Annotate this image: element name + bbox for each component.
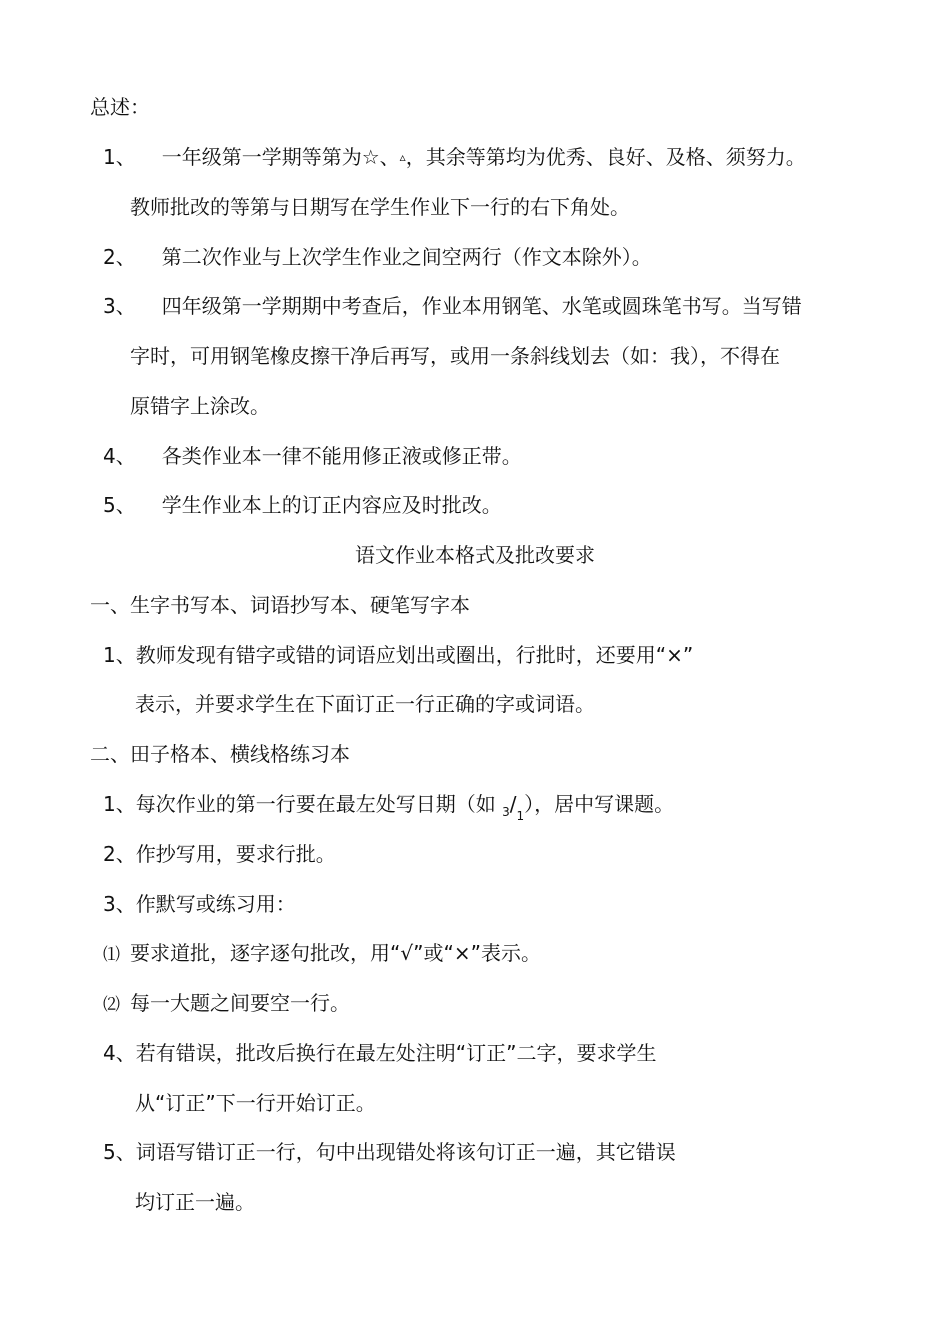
item-text: 第二次作业与上次学生作业之间空两行（作文本除外）。 [161,245,652,269]
separator: 、 [379,145,400,169]
section-2-sub-2 [103,989,350,1019]
overview-item-4 [103,442,522,470]
sub-text: 每一大题之间要空一行。 [130,991,350,1015]
item-number: 4、 [103,444,136,468]
section-2-item-4: 4、若有错误，批改后换行在最左处注明“订正”二字，要求学生 [103,1041,657,1065]
overview-item-3 [103,292,802,320]
item-text: 四年级第一学期期中考查后，作业本用钢笔、水笔或圆珠笔书写。当写错 [161,294,802,318]
overview-item-2 [103,243,652,271]
date-denominator: 1 [516,809,525,823]
section-2-item-5-cont: 均订正一遍。 [135,1190,255,1214]
overview-item-1-cont: 教师批改的等第与日期写在学生作业下一行的右下角处。 [130,195,630,219]
item-number: 2、 [103,245,136,269]
section-2-heading: 二、田子格本、横线格练习本 [90,742,350,766]
item-text: 一年级第一学期等第为 [161,145,362,169]
star-symbol: ☆ [361,145,380,169]
section-title: 语文作业本格式及批改要求 [355,543,595,567]
section-2-item-1 [103,790,674,821]
overview-item-5 [103,491,502,519]
triangle-symbol: ▵ [399,150,406,164]
item-number: 5、 [103,493,136,517]
item-text: ），居中写课题。 [524,792,675,816]
section-2-item-4-cont: 从“订正”下一行开始订正。 [135,1091,376,1115]
sub-text: 要求道批，逐字逐句批改，用“√”或“×”表示。 [130,941,541,965]
section-1-item-1-cont: 表示，并要求学生在下面订正一行正确的字或词语。 [135,692,595,716]
sub-number: ⑵ [103,995,120,1015]
overview-item-3-cont2: 原错字上涂改。 [130,394,270,418]
overview-heading: 总述： [90,95,150,119]
item-text: ，其余等第均为优秀、良好、及格、须努力。 [405,145,806,169]
item-text: 学生作业本上的订正内容应及时批改。 [161,493,502,517]
item-text: 各类作业本一律不能用修正液或修正带。 [161,444,522,468]
sub-number: ⑴ [103,945,120,965]
overview-item-1 [103,143,806,174]
item-number: 1、 [103,145,136,169]
section-1-heading: 一、生字书写本、词语抄写本、硬笔写字本 [90,593,470,617]
section-2-sub-1 [103,939,541,969]
date-numerator: 3 [502,805,510,819]
section-2-item-2: 2、作抄写用，要求行批。 [103,842,336,866]
item-number: 3、 [103,294,136,318]
item-text: 1、每次作业的第一行要在最左处写日期（如 [103,792,503,816]
section-1-item-1: 1、教师发现有错字或错的词语应划出或圈出，行批时，还要用“×” [103,643,694,667]
section-2-item-3: 3、作默写或练习用： [103,892,296,916]
date-slash: / [509,792,517,816]
overview-item-3-cont1: 字时，可用钢笔橡皮擦干净后再写，或用一条斜线划去（如：我），不得在 [130,344,780,368]
section-2-item-5: 5、词语写错订正一行，句中出现错处将该句订正一遍，其它错误 [103,1140,676,1164]
